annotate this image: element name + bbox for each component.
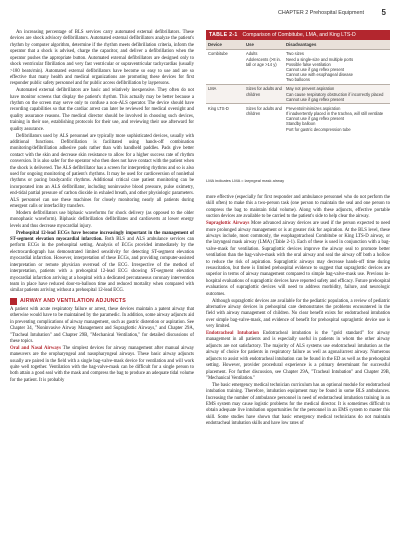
paragraph-aed: An increasing percentage of BLS services carry automated external defibrillators. These devices are shock advisory defibrillators. Automated external defibrillators analyze the patient's rhythm by computer algorithm, determine if the rhythm meets defibrillation criteria, inform the operator that a shock is advised, charge the capacitor, and deliver a defibrillation when the operator pushes the appropriate button. Automated external defibrillators are designed only to shock ventricular fibrillation and very fast ventricular or supraventricular tachycardias (usually >180 beats/min). Automated external defibrillators have become so easy to use and are so effective that many health and medical organizations are promoting these devices for first responder public safety personnel and for public access defibrillation by laypersons. [10, 30, 194, 87]
disadvantage-item: Cannot use if gag reflex present [286, 67, 345, 72]
disadvantage-item: Need a single-size and multiple ports [286, 56, 354, 62]
disadvantage-item: Possible false ventilation [286, 61, 331, 67]
ecg-lead-text: Prehospital 12-lead ECGs have become increasingly important in the management of ST-segment elevation myocardial infarction. [10, 230, 194, 243]
table-header-disadvantages: Disadvantages [284, 40, 390, 50]
table-footnote: LMA indicates LMA = laryngeal mask airway [206, 178, 285, 183]
oral-nasal-heading: Oral and Nasal Airways [10, 345, 61, 351]
table-cell-disadvantages [284, 103, 390, 133]
page-number-wrap [0, 8, 400, 20]
table-cell-device: King LTS-D [206, 103, 244, 133]
table-cell-device: Combitube [208, 51, 228, 57]
paragraph-oral-nasal [10, 346, 194, 385]
disadvantage-item: May not prevent aspiration [286, 86, 335, 92]
disadvantage-item: Two sizes [286, 51, 304, 57]
disadvantage-item: Two balloons [286, 77, 310, 83]
disadvantage-item: Port for gastric decompression tube [286, 126, 351, 132]
comparison-table [206, 30, 390, 188]
paragraph-pediatric: Although supraglottic devices are available for the pediatric population, a review of pediatric alternative airway devices in prehospital care demonstrates the problems encountered in the field with airway management of children. No clear benefit exists for endotracheal intubation over simple bag-valve-mask, and evidence of benefit for prehospital supraglottic device use is very limited. [206, 298, 390, 330]
table-header-use: Use [244, 40, 284, 50]
left-column [10, 30, 194, 385]
endotracheal-heading: Endotracheal Intubation [206, 331, 259, 337]
paragraph-12-lead [10, 231, 194, 295]
supraglottic-body: More advanced airway devices are used if the person expected to need more prolonged airway management or is at greater risk for aspiration. At the BLS level, these airways include, most commonly, the esophagotracheal Combitube or King LTS-D airway, or the laryngeal mask airway (LMA) (Table 2-1). Each of these is used in conjunction with a bag-valve-mask for ventilation. Supraglottic devices improve the airway seal to promote better ventilation than the bag-valve-mask with the oral airway and seal the airway off both a hollow to reduce the risk of aspiration. Supraglottic airways may decrease hands-off time during resuscitation, but there is limited prehospital evidence to suggest that supraglottic devices are superior in terms of airway management compared to simple bag-valve-mask use. Previous in-hospital evaluations of supraglottic devices have reported safety and efficacy. Future prehospital evaluations of supraglottic devices will need to address morbidity, failure, and neurologic outcomes. [206, 221, 390, 297]
supraglottic-heading: Supraglottic Airways [206, 221, 250, 227]
table-cell-disadvantages [284, 84, 390, 103]
table-cell-use: Adults Adolescents (>8 in. tall or age >14 y) [246, 51, 281, 67]
table-cell-device: LMA [206, 84, 244, 103]
disadvantage-item: Prevents/minimizes aspiration [286, 105, 341, 111]
paragraph-biphasic: Modern defibrillators use biphasic waveforms for shock delivery (as opposed to the older monophasic waveform). Biphasic defibrillation defibrillates and cardioverts at lower energy levels and thus decrease myocardial injury. [10, 210, 194, 229]
table-cell-disadvantages [284, 50, 390, 84]
table-cell-use: Sizes for adults and children [244, 84, 284, 103]
table-cell-use: Sizes for adults and children [244, 103, 284, 133]
section-heading-text: AIRWAY AND VENTILATION ADJUNCTS [20, 298, 126, 305]
disadvantage-item: If inadvertently placed in the trachea, will still ventilate [286, 110, 384, 116]
table-grid [206, 40, 390, 133]
table-title-bar [206, 30, 390, 40]
section-heading-airway [10, 298, 194, 305]
oral-nasal-body: The simplest devices for airway management after manual airway maneuvers are the oropharyngeal and nasopharyngeal airways. These basic airway adjuncts usually are paired in the field with a single bag-valve-mask device for ventilation and will work quite well together. Ventilation with the bag-valve-mask can be difficult for a single person to both attain a good seal with the mask and compress the bag to produce an adequate tidal volume for the patient. It is probably [10, 345, 194, 383]
page-number: 5 [381, 8, 386, 17]
ecg-body-text: Both BLS and ALS ambulance services can perform ECGs in the prehospital setting. Analysis of ECGs provided immediately by the electrocardiograph has demonstrated limited sensitivity for detecting ST-segment elevation myocardial infarction. However, interpretation of these ECGs, and providing computer-assisted interpretation or remote physician overread of the ECG. Irrespective of the method of interpretation, patients with a prehospital 12-lead ECG showing ST-segment elevation myocardial infarction arriving at a hospital with a dedicated percutaneous coronary intervention team in place have reduced door-to-balloon time and reduced mortality when compared with similar patients arriving without a prehospital 12-lead ECG. [10, 237, 195, 294]
chapter-title: CHAPTER 2 Prehospital Equipment [278, 10, 364, 16]
right-column [206, 195, 390, 428]
paragraph-endotracheal [206, 331, 390, 382]
disadvantage-item: Cannot use if gag reflex present [286, 116, 345, 122]
paragraph-two-person: more effective (especially for first responder and ambulance personnel who do not perform the skill often) to make this a two-person task (one person to maintain the seal and one person to compress the bag to maintain tidal volume). Along with these adjuncts, effective portable suction devices are available to be carried to the patient's side to help clear the airway. [206, 195, 390, 220]
paragraph-aed-basic: Automated external defibrillators are basic and relatively inexpensive. They often do not have monitor screens that display the patient's rhythm. This actually may be better because a rhythm on the screen may serve only to confuse a non-ALS operator. The device should have recording capabilities so that the cardiac arrest can later be reviewed for medical oversight and quality assurance reasons. The medical director should be involved in choosing such devices, training in their use, establishing protocols for their use, and reviewing their use afterward for quality assurance. [10, 88, 194, 132]
disadvantage-item: Standby balloon [286, 121, 316, 127]
paragraph-closing: The basic emergency medical technician curriculum has an optional module for endotracheal intubation training. Therefore, intubation equipment may be found in some BLS ambulances. Increasing the number of ambulance personnel in need of endotracheal intubation training in an EMS system may cause logistic problems for the medical director. It is sometimes difficult to obtain adequate live intubation opportunities for the personnel in an EMS system to master this skill. Some studies have shown that basic emergency medical technicians do not maintain endotracheal intubation skills and have low rates of [206, 382, 390, 427]
section-marker-icon [10, 298, 17, 305]
paragraph-als-defib: Defibrillators used by ALS personnel are typically more sophisticated devices, usually with additional functions. Defibrillation is facilitated using hands-off combination monitoring/defibrillation adhesive pads rather than with handheld paddles. Pads give better contact with the skin and decrease skin resistance to allow for a higher success rate of rhythm conversion. It is also safer for the operator who then does not have contact with the patient when the shock is delivered. The ALS defibrillator has a screen for interpreting rhythms and so is also used for ongoing monitoring of patient's rhythms. It may be used for cardioversion of nonlethal rhythms or pacing bradycardic rhythms. Additional critical care patient monitoring can be incorporated into an ALS defibrillator, including noninvasive blood pressure, pulse oximetry, end-tidal partial pressure of carbon dioxide in exhaled breath, and other physiologic parameters. ALS personnel can use these machines for closely monitoring nearly all patients during emergent calls or interfacility transfers. [10, 133, 194, 210]
endotracheal-body: Endotracheal intubation is the "gold standard" for airway management in all patients and is especially useful in patients in whom the other airway adjuncts are not satisfactory. The majority of ALS systems use endotracheal intubation as the airway of choice for patients in respiratory failure as well as agonal/arrest airway. Numerous adjuncts to assist with endotracheal intubation can be found in the ED as well as the prehospital setting. However, provider procedural experience is a primary determinant for successful placement. For further discussion, see Chapter 29A, "Tracheal Intubation" and Chapter 29B, "Mechanical Ventilation." [206, 331, 390, 381]
disadvantage-item: Cannot use with esophageal disease [286, 72, 353, 78]
paragraph-airway-intro: A patient with acute respiratory failure or arrest, these devices maintain a patent airway that otherwise would have to be maintained by the paramedic. In addition, some airway adjuncts aid in preventing complications of airway management, such as gastric distention or aspiration. See Chapter 34, "Noninvasive Airway Management and Supraglottic Airways," and Chapter 29A, "Tracheal Intubation" and Chapter 29B, "Mechanical Ventilation," for detailed discussions of these topics. [10, 306, 194, 344]
table-header-device: Device [206, 40, 244, 50]
table-title: Comparison of Combitube, LMA, and King LTS-D [242, 32, 356, 38]
table-label: TABLE 2-1 [209, 32, 238, 38]
paragraph-supraglottic [206, 221, 390, 298]
disadvantage-item: Cannot use if gag reflex present [286, 96, 345, 102]
disadvantage-item: Can cause respiratory obstruction if incorrectly placed [286, 91, 384, 97]
